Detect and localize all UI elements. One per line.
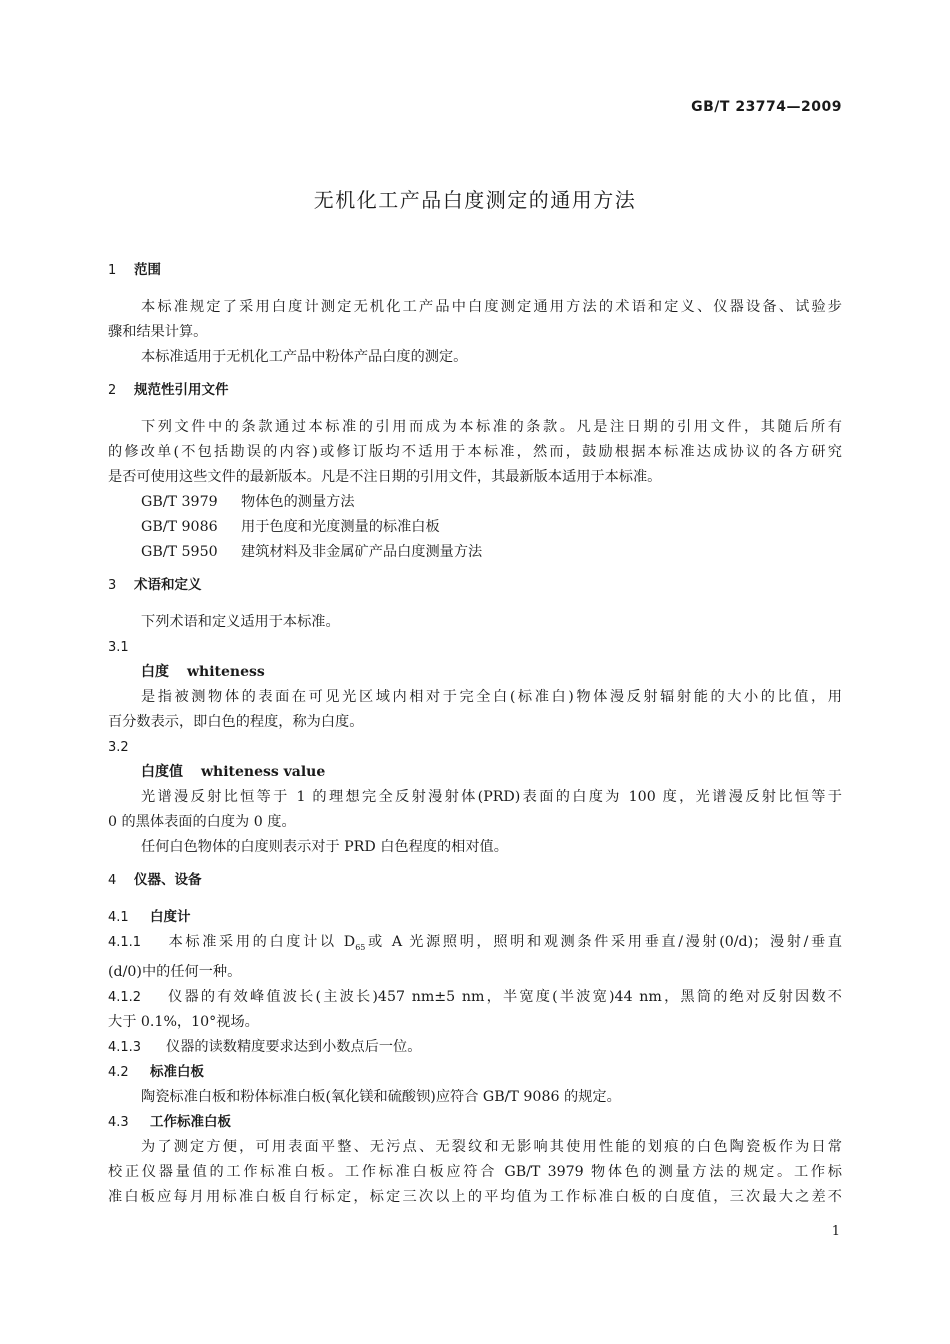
paragraph-line: 是否可使用这些文件的最新版本。凡是不注日期的引用文件，其最新版本适用于本标准。 <box>108 469 662 485</box>
reference-code: GB/T 3979 <box>141 494 218 510</box>
document-title: 无机化工产品白度测定的通用方法 <box>313 188 637 212</box>
clause-number: 3.2 <box>108 740 129 755</box>
subsection-4-1-heading <box>108 905 842 930</box>
reference-code: GB/T 5950 <box>141 544 218 560</box>
clause-number: 4.1.1 <box>108 935 142 950</box>
clause-text: 或 A 光源照明，照明和观测条件采用垂直/漫射(0/d)；漫射/垂直 <box>365 934 842 950</box>
subsection-4-2-heading <box>108 1060 842 1085</box>
section-number: 2 <box>108 383 117 398</box>
paragraph-line: 校正仪器量值的工作标准白板。工作标准白板应符合 GB/T 3979 物体色的测量方法的规定。工作标 <box>108 1163 842 1180</box>
section-title: 范围 <box>134 262 161 278</box>
clause-number: 4.1.2 <box>108 989 142 1005</box>
definition-line: 百分数表示，即白色的程度，称为白度。 <box>108 714 364 730</box>
section-2-heading <box>108 378 842 403</box>
subsection-number: 4.2 <box>108 1064 129 1080</box>
paragraph-line: 准白板应每月用标准白板自行标定，标定三次以上的平均值为工作标准白板的白度值，三次最大之差不 <box>108 1188 842 1205</box>
section-1-heading <box>108 258 842 283</box>
term-english: whiteness <box>187 664 265 680</box>
paragraph-line: 陶瓷标准白板和粉体标准白板(氧化镁和硫酸钡)应符合 GB/T 9086 的规定。 <box>141 1088 621 1105</box>
standard-code: GB/T 23774—2009 <box>691 99 842 115</box>
paragraph-line: 下列术语和定义适用于本标准。 <box>141 614 340 630</box>
term-chinese: 白度值 <box>141 764 183 780</box>
definition-line: 光谱漫反射比恒等于 1 的理想完全反射漫射体(PRD)表面的白度为 100 度，光谱漫反射比恒等于 <box>141 789 842 805</box>
clause-4-1-3 <box>108 1035 842 1060</box>
term-entry <box>108 660 842 685</box>
term-entry <box>108 760 842 785</box>
definition-line: 任何白色物体的白度则表示对于 PRD 白色程度的相对值。 <box>141 839 508 855</box>
definition-line: 是指被测物体的表面在可见光区域内相对于完全白(标准白)物体漫反射辐射能的大小的比值，用 <box>141 689 842 705</box>
subsection-4-3-heading <box>108 1110 842 1135</box>
section-title: 规范性引用文件 <box>134 382 229 398</box>
paragraph-line: (d/0)中的任何一种。 <box>108 963 242 980</box>
reference-name: 用于色度和光度测量的标准白板 <box>241 519 440 535</box>
section-number: 3 <box>108 578 117 593</box>
section-title: 术语和定义 <box>134 577 202 593</box>
clause-text: 仪器的有效峰值波长(主波长)457 nm±5 nm，半宽度(半波宽)44 nm，黑筒的绝对反射因数不 <box>166 988 842 1005</box>
reference-item <box>108 490 842 515</box>
clause-4-1-1 <box>108 930 842 960</box>
subscript: 65 <box>355 942 366 952</box>
reference-name: 物体色的测量方法 <box>241 494 355 510</box>
section-number: 1 <box>108 263 117 278</box>
paragraph-line: 为了测定方便，可用表面平整、无污点、无裂纹和无影响其使用性能的划痕的白色陶瓷板作为日常 <box>141 1138 842 1155</box>
clause-text: 仪器的读数精度要求达到小数点后一位。 <box>166 1038 422 1055</box>
subsection-number: 4.1 <box>108 910 129 925</box>
section-number: 4 <box>108 873 117 888</box>
section-3-heading <box>108 573 842 598</box>
subsection-title: 标准白板 <box>150 1063 204 1080</box>
subsection-title: 工作标准白板 <box>150 1113 231 1130</box>
paragraph-line: 下列文件中的条款通过本标准的引用而成为本标准的条款。凡是注日期的引用文件，其随后所有 <box>141 419 842 435</box>
reference-item <box>108 540 842 565</box>
definition-line: 0 的黑体表面的白度为 0 度。 <box>108 814 296 830</box>
clause-number: 4.1.3 <box>108 1039 142 1055</box>
term-chinese: 白度 <box>141 664 169 680</box>
paragraph-line: 骤和结果计算。 <box>108 324 208 340</box>
clause-number: 3.1 <box>108 640 129 655</box>
clause-text: 本标准采用的白度计以 D <box>166 934 356 950</box>
clause-4-1-2 <box>108 985 842 1010</box>
page-number: 1 <box>831 1224 840 1239</box>
section-4-heading <box>108 868 842 893</box>
reference-code: GB/T 9086 <box>141 519 218 535</box>
paragraph-line: 本标准适用于无机化工产品中粉体产品白度的测定。 <box>141 349 468 365</box>
reference-item <box>108 515 842 540</box>
paragraph-line: 的修改单(不包括勘误的内容)或修订版均不适用于本标准，然而，鼓励根据本标准达成协议的各方研究 <box>108 444 842 460</box>
subsection-number: 4.3 <box>108 1114 129 1130</box>
reference-name: 建筑材料及非金属矿产品白度测量方法 <box>241 544 483 560</box>
document-body <box>108 258 842 1210</box>
paragraph-line: 本标准规定了采用白度计测定无机化工产品中白度测定通用方法的术语和定义、仪器设备、试验步 <box>141 299 842 315</box>
section-title: 仪器、设备 <box>134 872 202 888</box>
term-english: whiteness value <box>201 764 326 780</box>
paragraph-line: 大于 0.1%，10°视场。 <box>108 1013 259 1030</box>
subsection-title: 白度计 <box>150 909 191 925</box>
